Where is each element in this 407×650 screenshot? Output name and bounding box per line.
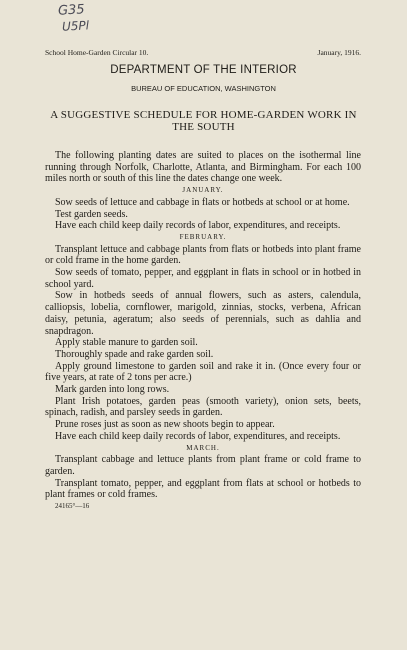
paragraph: Transplant tomato, pepper, and eggplant from flats at school or hotbeds to plant frames or cold frames.	[45, 477, 361, 501]
month-heading-january: JANUARY.	[182, 186, 224, 195]
paragraph: Sow in hotbeds seeds of annual flowers, such as asters, calendula, calliopsis, lobelia, cornflower, marigold, zinnias, stocks, verbena, African daisy, petunia, ageratum; also seeds of perennials, such as dahlia and snapdragon.	[45, 290, 361, 337]
handwritten-call-number: G35	[57, 2, 85, 19]
paragraph: Have each child keep daily records of labor, expenditures, and receipts.	[55, 430, 341, 442]
paragraph: Apply stable manure to garden soil.	[55, 337, 198, 349]
paragraph: Mark garden into long rows.	[55, 384, 170, 396]
running-header	[45, 48, 361, 57]
paragraph: Transplant cabbage and lettuce plants from plant frame or cold frame to garden.	[45, 454, 361, 477]
month-heading-february: FEBRUARY.	[179, 232, 227, 241]
paragraph: Apply ground limestone to garden soil and rake it in. (Once every four or five years, at rate of 2 tons per acre.)	[45, 360, 361, 384]
print-code: 24165°—16	[55, 502, 90, 511]
paragraph: Have each child keep daily records of labor, expenditures, and receipts.	[55, 220, 341, 232]
intro-paragraph: The following planting dates are suited to places on the isothermal line running through Norfolk, Charlotte, Atlanta, and Birmingham. For each 100 miles north or south of this line the dates change one week.	[45, 150, 361, 185]
paragraph: Prune roses just as soon as new shoots begin to appear.	[55, 419, 275, 431]
paragraph: Transplant lettuce and cabbage plants from flats or hotbeds into plant frame or cold frame in the home garden.	[45, 243, 361, 267]
month-heading-march: MARCH.	[186, 443, 220, 452]
issue-date: January, 1916.	[317, 48, 361, 57]
paragraph: Plant Irish potatoes, garden peas (smooth variety), onion sets, beets, spinach, radish, and parsley seeds in garden.	[45, 395, 361, 419]
paragraph: Thoroughly spade and rake garden soil.	[55, 348, 214, 360]
bureau-heading: BUREAU OF EDUCATION, WASHINGTON	[131, 84, 276, 93]
paragraph: Sow seeds of tomato, pepper, and eggplant in flats in school or in hotbed in school yard.	[45, 267, 361, 290]
department-heading: DEPARTMENT OF THE INTERIOR	[110, 64, 297, 76]
paragraph: Sow seeds of lettuce and cabbage in flats or hotbeds at school or at home.	[55, 196, 350, 208]
circular-number: School Home-Garden Circular 10.	[45, 48, 149, 57]
paragraph: Test garden seeds.	[55, 208, 128, 220]
document-title: A SUGGESTIVE SCHEDULE FOR HOME-GARDEN WORK IN THE SOUTH	[50, 109, 357, 133]
document-body	[45, 150, 361, 513]
handwritten-call-number-2: U5Pl	[61, 18, 90, 34]
